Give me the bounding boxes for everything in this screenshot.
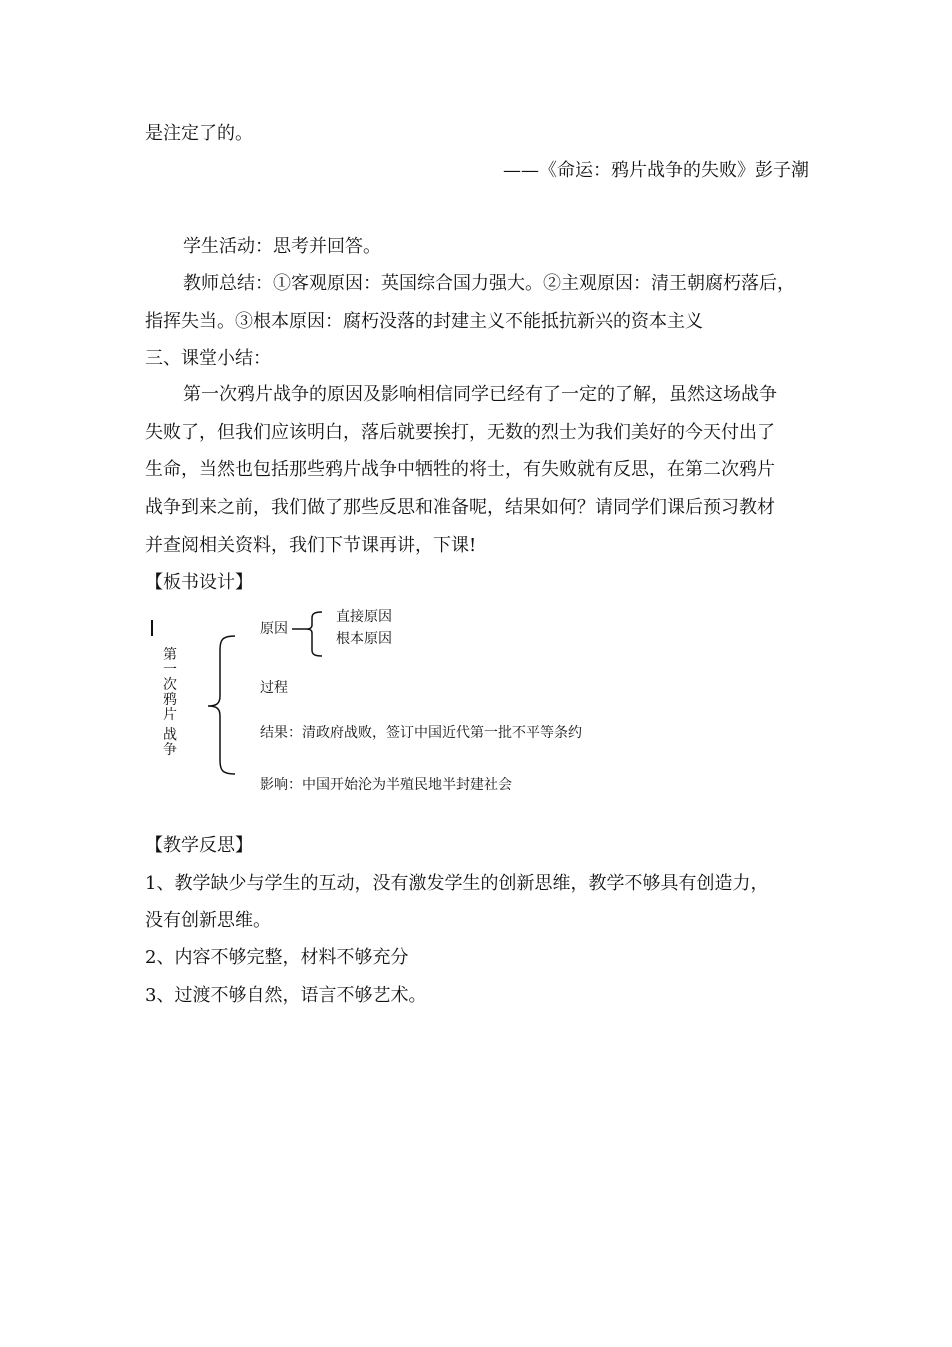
direct-cause-label: 直接原因 <box>336 609 392 625</box>
vertical-title-top: 第一次鸦片 <box>163 647 177 723</box>
quote-attribution: ——《命运：鸦片战争的失败》彭子潮 <box>503 160 809 181</box>
large-brace <box>208 636 235 774</box>
summary-paragraph-line: 第一次鸦片战争的原因及影响相信同学已经有了一定的了解，虽然这场战争 <box>183 384 777 405</box>
reflection-item: 2、内容不够完整，材料不够充分 <box>145 947 409 968</box>
summary-paragraph-line: 失败了，但我们应该明白，落后就要挨打，无数的烈士为我们美好的今天付出了 <box>145 422 775 443</box>
board-design-heading: 【板书设计】 <box>145 572 253 593</box>
small-brace <box>306 612 322 656</box>
root-cause-label: 根本原因 <box>336 631 392 647</box>
text-line: 是注定了的。 <box>145 123 253 144</box>
cause-label: 原因 <box>260 621 288 637</box>
board-diagram <box>140 600 640 810</box>
reflection-heading: 【教学反思】 <box>145 835 253 856</box>
teacher-summary-line-2: 指挥失当。③根本原因：腐朽没落的封建主义不能抵抗新兴的资本主义 <box>145 311 703 332</box>
reflection-item: 1、教学缺少与学生的互动，没有激发学生的创新思维，教学不够具有创造力， <box>145 873 769 894</box>
vertical-title-bottom: 战争 <box>163 727 177 758</box>
reflection-item: 3、过渡不够自然，语言不够艺术。 <box>145 985 427 1006</box>
reflection-item-continued: 没有创新思维。 <box>145 910 271 931</box>
impact-label: 影响：中国开始沦为半殖民地半封建社会 <box>260 777 512 793</box>
process-label: 过程 <box>260 680 288 696</box>
summary-paragraph-line: 并查阅相关资料，我们下节课再讲，下课! <box>145 535 477 556</box>
summary-paragraph-line: 战争到来之前，我们做了那些反思和准备呢，结果如何？请同学们课后预习教材 <box>145 497 775 518</box>
student-activity: 学生活动：思考并回答。 <box>183 236 381 257</box>
teacher-summary-line-1: 教师总结：①客观原因：英国综合国力强大。②主观原因：清王朝腐朽落后， <box>183 273 795 294</box>
section-heading: 三、课堂小结： <box>145 348 271 369</box>
summary-paragraph-line: 生命，当然也包括那些鸦片战争中牺牲的将士，有失败就有反思，在第二次鸦片 <box>145 459 775 480</box>
result-label: 结果：清政府战败，签订中国近代第一批不平等条约 <box>260 725 582 741</box>
